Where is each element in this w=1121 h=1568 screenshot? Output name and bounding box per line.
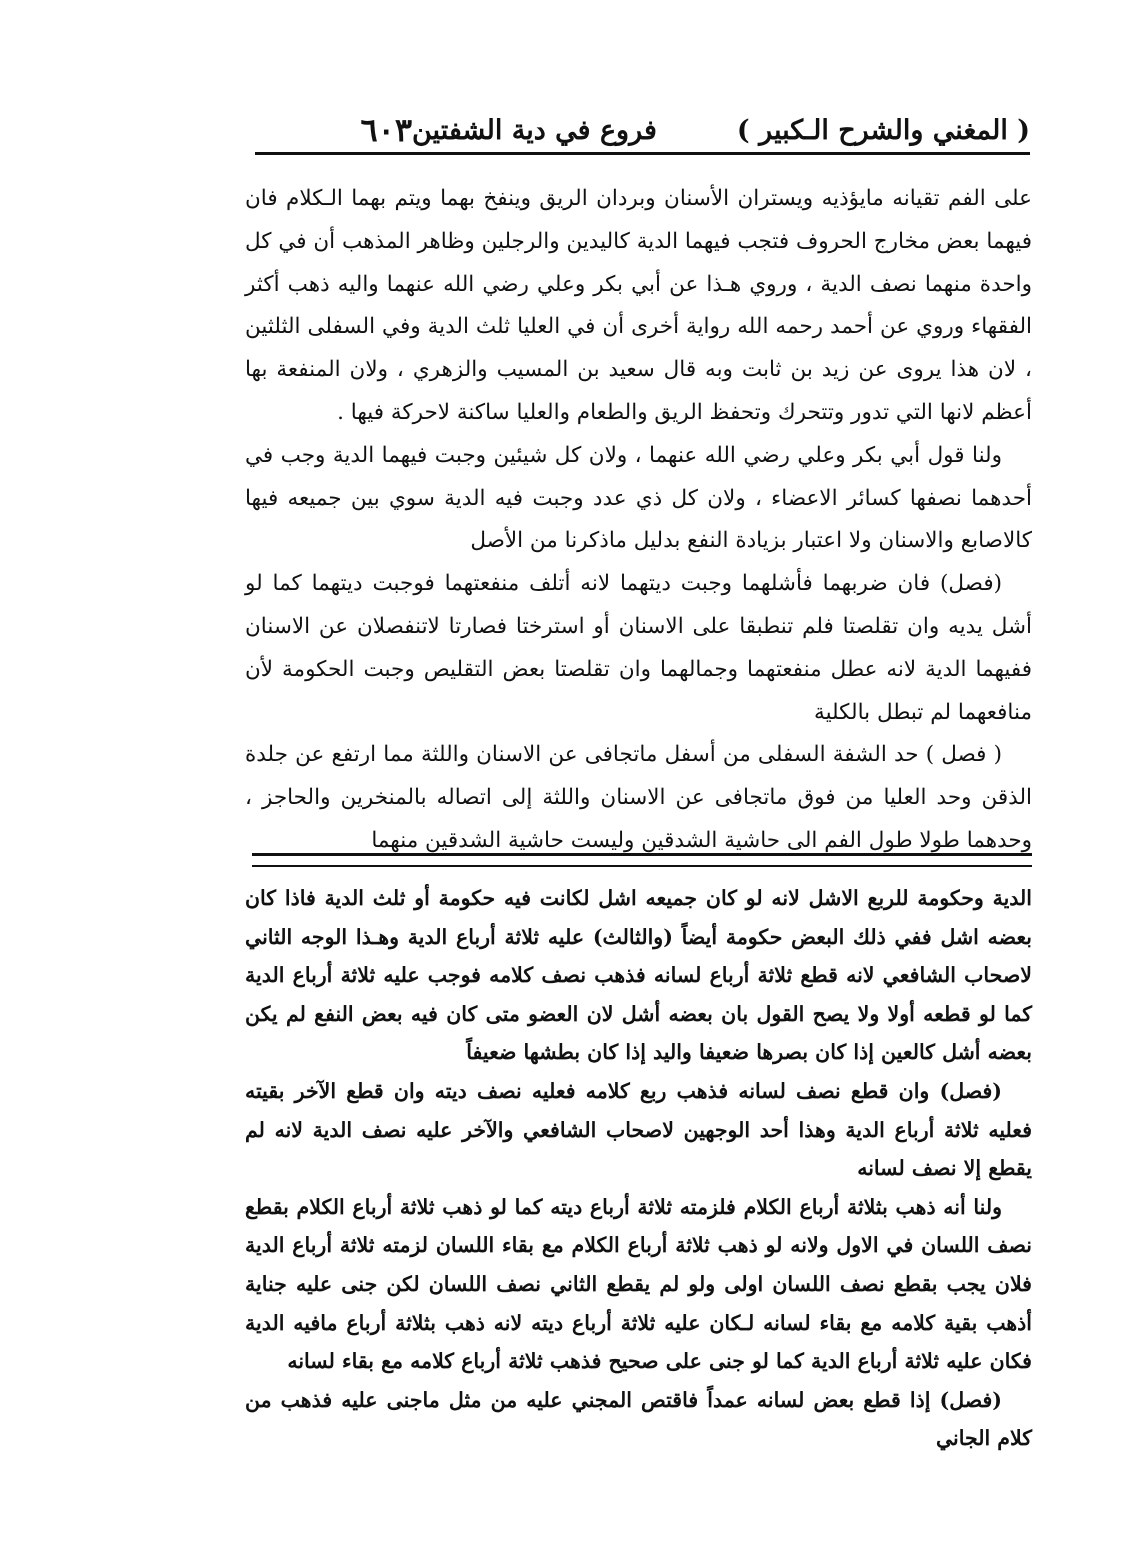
main-text <box>245 178 1032 863</box>
section-separator <box>252 853 1032 867</box>
paragraph: ( فصل ) حد الشفة السفلى من أسفل ماتجافى عن الاسنان واللثة مما ارتفع عن جلدة الذقن وحد العليا من فوق ماتجافى عن الاسنان واللثة إلى اتصاله بالمنخرين والحاجز ، وحدهما طولا طول الفم الى حاشية الشدقين وليست حاشية الشدقين منهما <box>245 742 1032 853</box>
paragraph: (فصل) إذا قطع بعض لسانه عمداً فاقتص المجني عليه من مثل ماجنى عليه فذهب من كلام الجاني <box>245 1387 1032 1451</box>
page-number: ٦٠٣ <box>360 111 412 149</box>
paragraph: (فصل) وان قطع نصف لسانه فذهب ربع كلامه فعليه نصف ديته وان قطع الآخر بقيته فعليه ثلاثة أرباع الدية وهذا أحد الوجهين لاصحاب الشافعي والآخر عليه نصف الدية لانه لم يقطع إلا نصف لسانه <box>245 1078 1032 1181</box>
paragraph: الدية وحكومة للربع الاشل لانه لو كان جميعه اشل لكانت فيه حكومة أو ثلث الدية فاذا كان بعضه اشل ففي ذلك البعض حكومة أيضاً (والثالث) عليه ثلاثة أرباع الدية وهـذا الوجه الثاني لاصحاب الشافعي لانه قطع ثلاثة أرباع لسانه فذهب نصف كلامه فوجب عليه ثلاثة أرباع الدية كما لو قطعه أولا ولا يصح القول بان بعضه أشل لان العضو متى كان فيه بعض النفع لم يكن بعضه أشل كالعين إذا كان بصرها ضعيفا واليد إذا كان بطشها ضعيفاً <box>245 886 1032 1065</box>
commentary-text <box>245 879 1032 1458</box>
page-header <box>255 108 1030 152</box>
paragraph: على الفم تقيانه مايؤذيه ويستران الأسنان وبردان الريق وينفخ بهما ويتم بهما الـكلام فان فيهما بعض مخارج الحروف فتجب فيهما الدية كاليدين والرجلين وظاهر المذهب أن في كل واحدة منهما نصف الدية ، وروي هـذا عن أبي بكر وعلي رضي الله عنهما واليه ذهب أكثر الفقهاء وروي عن أحمد رحمه الله رواية أخرى أن في العليا ثلث الدية وفي السفلى الثلثين ، لان هذا يروى عن زيد بن ثابت وبه قال سعيد بن المسيب والزهري ، ولان المنفعة بها أعظم لانها التي تدور وتتحرك وتحفظ الريق والطعام والعليا ساكنة لاحركة فيها . <box>245 186 1032 425</box>
section-title: فروع في دية الشفتين <box>412 114 657 146</box>
paragraph: ولنا أنه ذهب بثلاثة أرباع الكلام فلزمته ثلاثة أرباع ديته كما لو ذهب ثلاثة أرباع الكلام بقطع نصف اللسان في الاول ولانه لو ذهب ثلاثة أرباع الكلام مع بقاء اللسان لزمته ثلاثة أرباع الدية فلان يجب بقطع نصف اللسان اولى ولو لم يقطع الثاني نصف اللسان لكن جنى عليه جناية أذهب بقية كلامه مع بقاء لسانه لـكان عليه ثلاثة أرباع ديته لانه ذهب بثلاثة أرباع مافيه الدية فكان عليه ثلاثة أرباع الدية كما لو جنى على صحيح فذهب ثلاثة أرباع كلامه مع بقاء لسانه <box>245 1194 1032 1374</box>
paragraph: (فصل) فان ضربهما فأشلهما وجبت ديتهما لانه أتلف منفعتهما فوجبت ديتهما كما لو أشل يديه وان تقلصتا فلم تنطبقا على الاسنان أو استرختا فصارتا لاتنفصلان عن الاسنان ففيهما الدية لانه عطل منفعتهما وجمالهما وان تقلصتا بعض التقليص وجبت الحكومة لأن منافعهما لم تبطل بالكلية <box>245 571 1032 725</box>
header-rule <box>255 152 1030 155</box>
book-title: ( المغني والشرح الـكبير ) <box>736 114 1030 146</box>
paragraph: ولنا قول أبي بكر وعلي رضي الله عنهما ، ولان كل شيئين وجبت فيهما الدية وجب في أحدهما نصفها كسائر الاعضاء ، ولان كل ذي عدد وجبت فيه الدية سوي بين جميعه فيها كالاصابع والاسنان ولا اعتبار بزيادة النفع بدليل ماذكرنا من الأصل <box>245 442 1032 554</box>
